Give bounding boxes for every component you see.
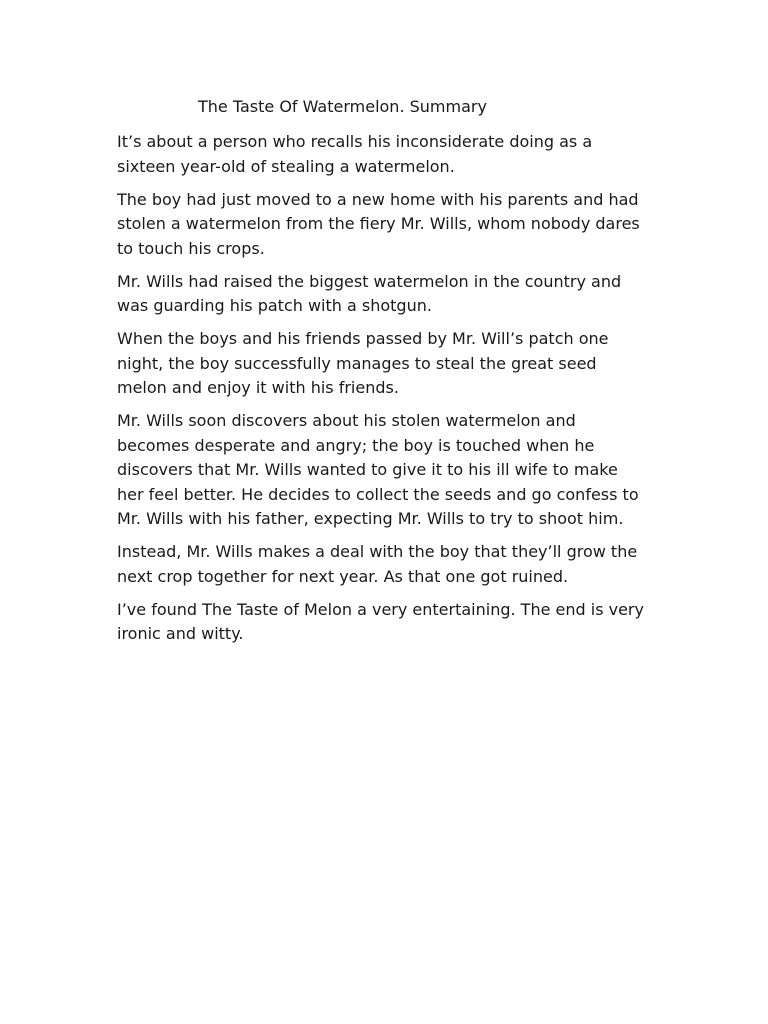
paragraph-4: When the boys and his friends passed by Mr. Will’s patch one night, the boy successfully manages to steal the great seed melon and enjoy it with his friends. — [117, 329, 609, 397]
paragraph-7: I’ve found The Taste of Melon a very entertaining. The end is very ironic and witty. — [117, 599, 644, 643]
paragraph-6: Instead, Mr. Wills makes a deal with the boy that they’ll grow the next crop together for next year. As that one got ruined. — [117, 542, 638, 586]
paragraph-5: Mr. Wills soon discovers about his stolen watermelon and becomes desperate and angry; the boy is touched when he discovers that Mr. Wills wanted to give it to his ill wife to make her feel better. He decides to collect the seeds and go confess to Mr. Wills with his father, expecting Mr. Wills to try to shoot him. — [117, 411, 639, 528]
document-body — [117, 130, 647, 655]
paragraph-2: The boy had just moved to a new home with his parents and had stolen a watermelon from the fiery Mr. Wills, whom nobody dares to touch his crops. — [117, 189, 640, 258]
paragraph-1: It’s about a person who recalls his inconsiderate doing as a sixteen year-old of stealing a watermelon. — [117, 132, 593, 176]
document-title: The Taste Of Watermelon. Summary — [198, 97, 487, 116]
paragraph-3: Mr. Wills had raised the biggest watermelon in the country and was guarding his patch with a shotgun. — [117, 271, 622, 315]
